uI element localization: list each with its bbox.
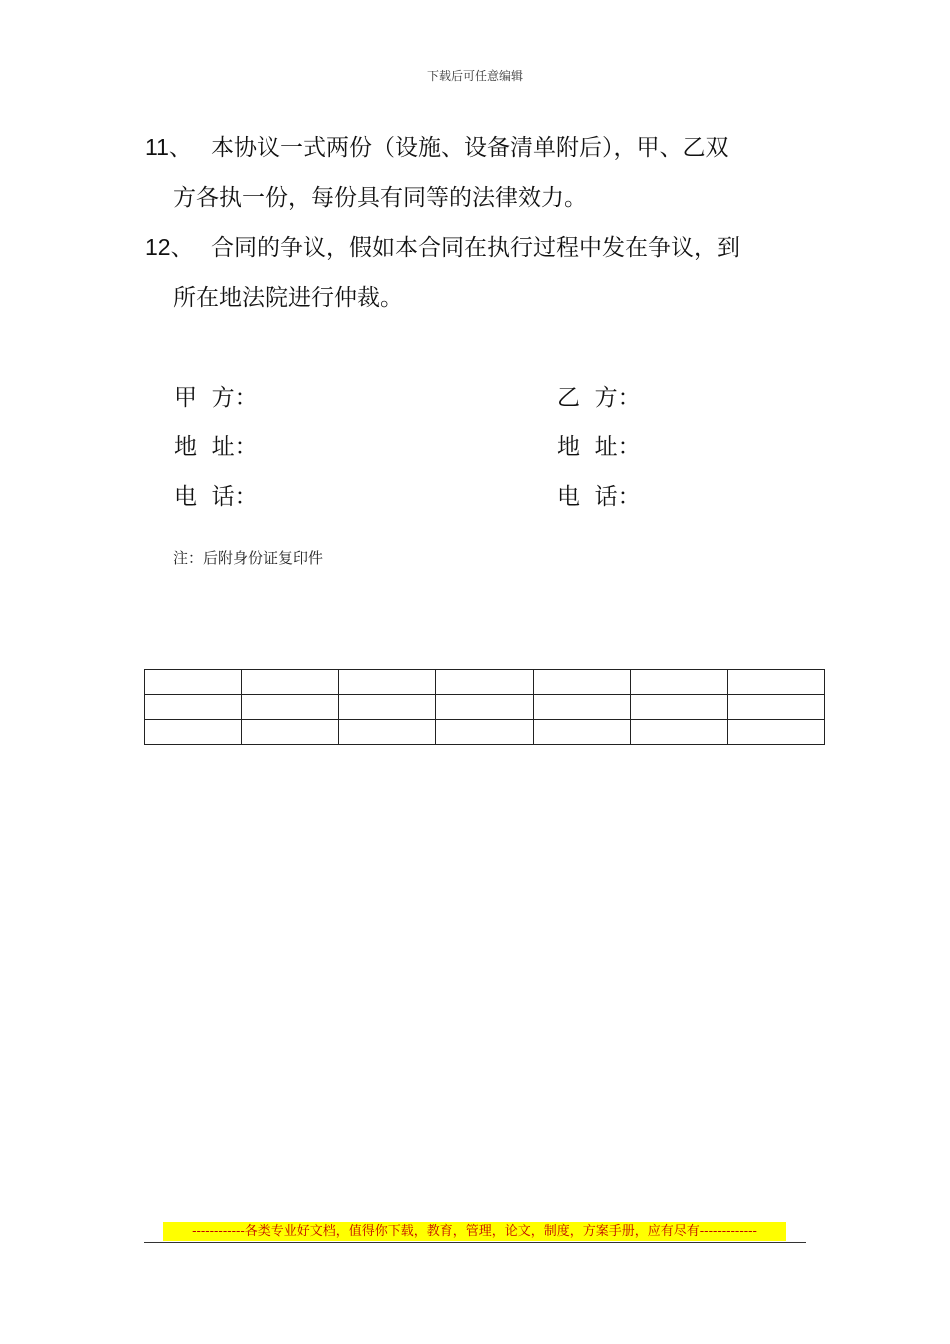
table-cell bbox=[339, 695, 436, 720]
table-cell bbox=[145, 695, 242, 720]
table-cell bbox=[727, 720, 824, 745]
table-cell bbox=[533, 720, 630, 745]
table-cell bbox=[630, 695, 727, 720]
table-cell bbox=[727, 670, 824, 695]
header-note: 下载后可任意编辑 bbox=[426, 69, 523, 83]
clause-text: 合同的争议，假如本合同在执行过程中发在争议，到 bbox=[211, 235, 740, 261]
clause-text-continued: 所在地法院进行仲裁。 bbox=[173, 285, 403, 311]
table-cell bbox=[436, 670, 533, 695]
table-cell bbox=[242, 670, 339, 695]
clause-12 bbox=[145, 222, 825, 323]
table-cell bbox=[145, 670, 242, 695]
table-cell bbox=[339, 720, 436, 745]
table-cell bbox=[533, 670, 630, 695]
clause-11 bbox=[145, 122, 825, 223]
table-cell bbox=[242, 720, 339, 745]
table-cell bbox=[145, 720, 242, 745]
party-a-phone-label: 电 话： bbox=[174, 484, 258, 510]
table-cell bbox=[630, 670, 727, 695]
clause-text-continued: 方各执一份，每份具有同等的法律效力。 bbox=[173, 185, 587, 211]
party-b-address-label: 地 址： bbox=[557, 434, 641, 460]
table-cell bbox=[339, 670, 436, 695]
table-cell bbox=[242, 695, 339, 720]
table-cell bbox=[436, 695, 533, 720]
party-a-name-label: 甲 方： bbox=[174, 385, 258, 411]
table-cell bbox=[533, 695, 630, 720]
table-cell bbox=[436, 720, 533, 745]
table-row bbox=[145, 670, 825, 695]
party-a-address-label: 地 址： bbox=[174, 434, 258, 460]
clause-text: 本协议一式两份（设施、设备清单附后），甲、乙双 bbox=[211, 135, 729, 161]
clause-number: 12、 bbox=[145, 234, 194, 260]
footer-banner: ------------各类专业好文档，值得你下载，教育，管理，论文，制度，方案手册，应有尽有------------- bbox=[163, 1222, 786, 1241]
table-row bbox=[145, 695, 825, 720]
table-cell bbox=[630, 720, 727, 745]
clause-number: 11、 bbox=[145, 134, 192, 160]
table-cell bbox=[727, 695, 824, 720]
party-b-name-label: 乙 方： bbox=[557, 385, 641, 411]
footer-divider bbox=[144, 1242, 806, 1243]
party-b-phone-label: 电 话： bbox=[557, 484, 641, 510]
blank-table bbox=[144, 669, 825, 745]
attachment-note: 注：后附身份证复印件 bbox=[173, 549, 324, 567]
table-row bbox=[145, 720, 825, 745]
